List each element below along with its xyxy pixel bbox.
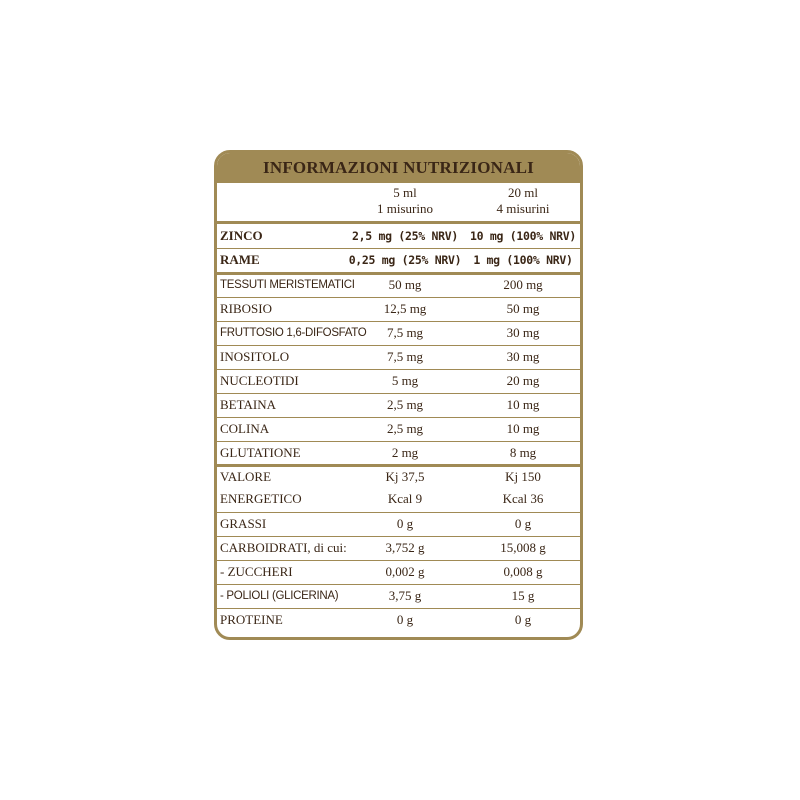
table-row <box>217 536 580 560</box>
panel-title: INFORMAZIONI NUTRIZIONALI <box>217 153 580 183</box>
table-row <box>217 273 580 297</box>
value-5ml: 2,5 mg (25% NRV) <box>352 229 458 243</box>
table-row <box>217 584 580 608</box>
table-row <box>217 393 580 417</box>
table-row <box>217 441 580 465</box>
table-row <box>217 345 580 369</box>
value-20ml: 30 mg <box>506 325 540 340</box>
row-label: RAME <box>220 252 260 267</box>
table-row <box>217 560 580 584</box>
value-20ml: 30 mg <box>506 349 540 364</box>
value-20ml: 20 mg <box>506 373 540 388</box>
table-row <box>217 417 580 441</box>
value-20ml: 200 mg <box>503 277 543 292</box>
energy-label-line1: VALORE <box>220 469 272 484</box>
row-label: INOSITOLO <box>220 349 290 364</box>
value-20ml: 15 g <box>511 588 535 603</box>
value-20ml: 10 mg <box>506 397 540 412</box>
value-5ml: 2,5 mg <box>386 421 424 436</box>
table-row-energy <box>217 465 580 489</box>
value-5ml: 7,5 mg <box>386 325 424 340</box>
row-label: RIBOSIO <box>220 301 273 316</box>
value-5ml: 3,752 g <box>385 540 425 555</box>
column-header-5ml <box>345 185 465 225</box>
row-label: NUCLEOTIDI <box>220 373 299 388</box>
value-20ml: 50 mg <box>506 301 540 316</box>
table-row <box>217 369 580 393</box>
nutrition-facts-panel <box>214 150 583 640</box>
row-label: FRUTTOSIO 1,6-DIFOSFATO <box>220 327 367 339</box>
value-5ml: 2 mg <box>391 445 419 460</box>
value-5ml: 50 mg <box>388 277 422 292</box>
value-5ml: 12,5 mg <box>383 301 427 316</box>
value-5ml: 2,5 mg <box>386 397 424 412</box>
value-5ml: 0 g <box>396 516 414 531</box>
row-label: CARBOIDRATI, di cui: <box>220 540 347 555</box>
value-5ml: 0 g <box>396 612 414 627</box>
row-label: PROTEINE <box>220 612 283 627</box>
column-header-20ml-amount: 20 ml <box>508 185 538 200</box>
row-label: GRASSI <box>220 516 267 531</box>
table-row-energy <box>217 487 580 511</box>
value-20ml: 1 mg (100% NRV) <box>473 253 573 267</box>
value-20ml: 10 mg (100% NRV) <box>470 229 576 243</box>
table-row <box>217 608 580 632</box>
value-20ml: 0,008 g <box>503 564 543 579</box>
row-label: TESSUTI MERISTEMATICI <box>220 279 355 291</box>
energy-kcal-5ml: Kcal 9 <box>387 491 423 506</box>
table-row <box>217 224 580 248</box>
row-label: ZINCO <box>220 228 263 243</box>
row-label: COLINA <box>220 421 270 436</box>
value-20ml: 15,008 g <box>500 540 546 555</box>
value-20ml: 10 mg <box>506 421 540 436</box>
value-20ml: 8 mg <box>509 445 537 460</box>
value-5ml: 0,002 g <box>385 564 425 579</box>
energy-kj-20ml: Kj 150 <box>505 469 541 484</box>
energy-kj-5ml: Kj 37,5 <box>385 469 425 484</box>
value-20ml: 0 g <box>514 612 532 627</box>
table-row <box>217 512 580 536</box>
value-5ml: 0,25 mg (25% NRV) <box>348 253 462 267</box>
value-5ml: 3,75 g <box>388 588 422 603</box>
table-row <box>217 297 580 321</box>
row-label: BETAINA <box>220 397 277 412</box>
column-header-20ml <box>467 185 579 225</box>
value-5ml: 7,5 mg <box>386 349 424 364</box>
table-row <box>217 321 580 345</box>
column-header-5ml-amount: 5 ml <box>393 185 417 200</box>
energy-label-line2: ENERGETICO <box>220 491 302 506</box>
table-row <box>217 248 580 272</box>
column-header-5ml-measure: 1 misurino <box>377 201 433 216</box>
row-label: - ZUCCHERI <box>220 564 293 579</box>
value-5ml: 5 mg <box>391 373 419 388</box>
row-label: - POLIOLI (GLICERINA) <box>220 590 339 602</box>
column-header-20ml-measure: 4 misurini <box>496 201 550 216</box>
row-label: GLUTATIONE <box>220 445 301 460</box>
energy-kcal-20ml: Kcal 36 <box>502 491 544 506</box>
value-20ml: 0 g <box>514 516 532 531</box>
